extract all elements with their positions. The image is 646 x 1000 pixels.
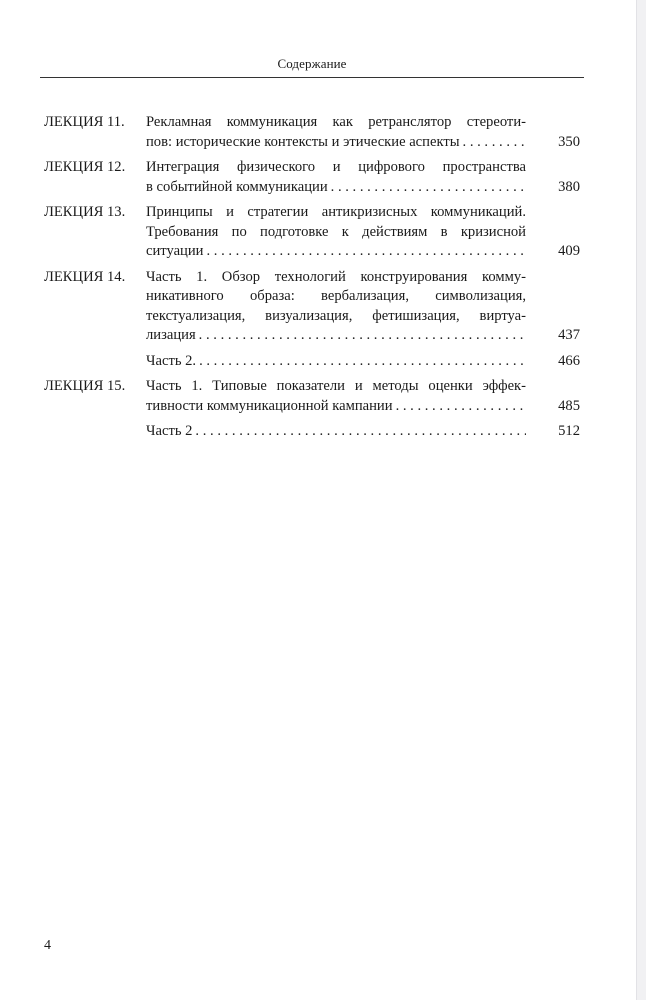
toc-entry-lecture-14-part-1 — [44, 268, 584, 346]
dot-leader — [195, 422, 526, 442]
table-of-contents — [44, 113, 584, 448]
toc-entry-line: тивности коммуникационной кампании — [146, 397, 393, 414]
toc-entry-title — [146, 422, 526, 442]
viewer-scroll-gutter — [636, 0, 646, 1000]
toc-page-number: 409 — [558, 243, 580, 259]
toc-entry-line: ситуации — [146, 243, 204, 259]
toc-entry-line: Часть 1. Обзор технологий конструирования комму- — [146, 268, 526, 285]
page-number-footer: 4 — [44, 938, 51, 953]
toc-entry-lecture-13 — [44, 203, 584, 262]
header-rule — [40, 77, 584, 78]
toc-entry-title — [146, 203, 526, 262]
dot-leader — [206, 242, 526, 262]
toc-page-number: 380 — [558, 178, 580, 195]
toc-entry-lecture-14-part-2 — [44, 352, 584, 372]
toc-entry-lecture-15-part-1 — [44, 377, 584, 416]
toc-entry-title — [146, 377, 526, 416]
toc-entry-line: в событийной коммуникации — [146, 178, 328, 195]
toc-entry-title — [146, 352, 526, 372]
toc-entry-line: пов: исторические контексты и этические аспекты — [146, 133, 460, 150]
toc-entry-last-line — [146, 397, 526, 417]
toc-entry-label: ЛЕКЦИЯ 12. — [44, 159, 126, 175]
toc-entry-lecture-15-part-2 — [44, 422, 584, 442]
toc-entry-lecture-12 — [44, 158, 584, 197]
dot-leader — [463, 133, 526, 153]
toc-entry-line: Требования по подготовке к действиям в кризисной — [146, 223, 526, 240]
toc-entry-title — [146, 113, 526, 152]
toc-entry-title — [146, 268, 526, 346]
toc-entry-last-line — [146, 422, 526, 442]
toc-entry-label: ЛЕКЦИЯ 11. — [44, 114, 125, 130]
dot-leader — [199, 326, 526, 346]
toc-entry-line: Часть 2 — [146, 423, 193, 439]
toc-entry-line: текстуализация, визуализация, фетишизация, виртуа- — [146, 307, 526, 324]
toc-entry-last-line — [146, 242, 526, 262]
toc-page-number: 466 — [558, 352, 580, 369]
toc-page-number: 437 — [558, 327, 580, 343]
running-head: Содержание — [277, 56, 347, 71]
toc-entry-line: лизация — [146, 327, 196, 343]
toc-entry-line: никативного образа: вербализация, символизация, — [146, 288, 526, 304]
toc-entry-label: ЛЕКЦИЯ 15. — [44, 378, 126, 394]
toc-entry-last-line — [146, 133, 526, 153]
dot-leader — [396, 397, 526, 417]
toc-entry-lecture-11 — [44, 113, 584, 152]
toc-page-number: 485 — [558, 397, 580, 414]
toc-entry-line: Часть 1. Типовые показатели и методы оценки эффек- — [146, 378, 526, 394]
toc-entry-line: Интеграция физического и цифрового пространства — [146, 159, 526, 175]
toc-page-number: 512 — [558, 423, 580, 439]
toc-entry-last-line — [146, 178, 526, 198]
toc-entry-last-line — [146, 352, 526, 372]
toc-entry-title — [146, 158, 526, 197]
toc-entry-line: Часть 2. — [146, 352, 197, 369]
dot-leader — [199, 352, 526, 372]
toc-entry-label: ЛЕКЦИЯ 14. — [44, 268, 126, 285]
toc-entry-last-line — [146, 326, 526, 346]
toc-entry-label: ЛЕКЦИЯ 13. — [44, 204, 126, 220]
toc-entry-line: Принципы и стратегии антикризисных коммуникаций. — [146, 204, 526, 220]
toc-page-number: 350 — [558, 133, 580, 150]
dot-leader — [331, 178, 526, 198]
toc-entry-line: Рекламная коммуникация как ретранслятор стереоти- — [146, 114, 526, 130]
